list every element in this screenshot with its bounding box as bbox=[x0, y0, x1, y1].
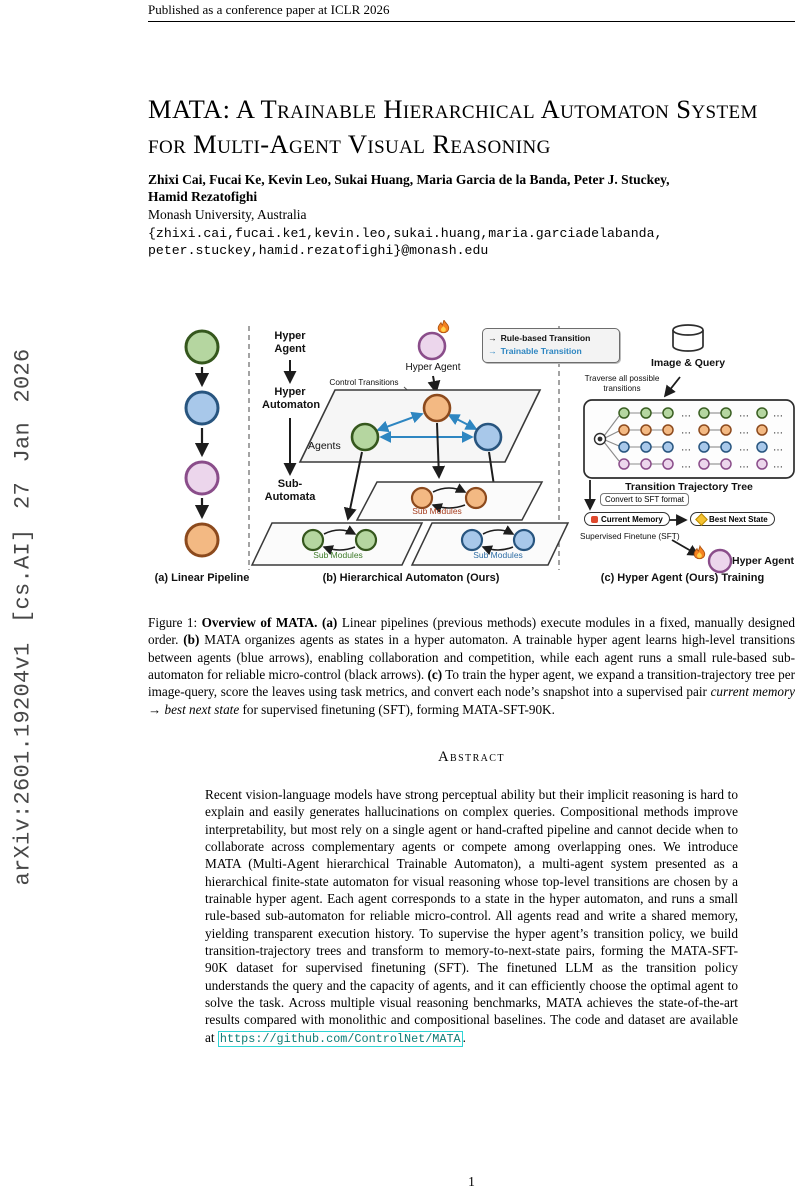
svg-text:…: … bbox=[739, 442, 749, 454]
caption-arrow: → bbox=[148, 701, 165, 717]
trainable-arrow-icon: → bbox=[488, 346, 497, 357]
caption-prefix: Figure 1: bbox=[148, 615, 202, 631]
conference-header-text: Published as a conference paper at ICLR 2026 bbox=[148, 2, 390, 17]
svg-text:…: … bbox=[681, 442, 691, 454]
traverse-label: Traverse all possible transitions bbox=[584, 374, 660, 394]
page-number: 1 bbox=[468, 1174, 475, 1189]
author-block bbox=[148, 171, 795, 259]
caption-c-tag: (c) bbox=[424, 667, 443, 683]
hierarchy-label-sub-automata: Sub-Automata bbox=[264, 478, 316, 503]
conference-header bbox=[148, 2, 795, 22]
sft-label: Supervised Finetune (SFT) bbox=[580, 531, 680, 541]
image-query-label: Image & Query bbox=[650, 357, 726, 369]
github-link[interactable]: https://github.com/ControlNet/MATA bbox=[219, 1031, 461, 1046]
caption-overview: Overview of MATA. bbox=[201, 615, 318, 631]
hyper-agent-label: Hyper Agent bbox=[405, 362, 461, 373]
pipeline-state-green bbox=[186, 331, 218, 363]
svg-text:…: … bbox=[739, 459, 749, 471]
submodule-green-1 bbox=[303, 530, 323, 550]
best-next-state-label: Best Next State bbox=[709, 514, 768, 524]
hierarchy-label-hyper-automaton: Hyper Automaton bbox=[262, 386, 321, 411]
trained-hyper-agent-circle bbox=[709, 550, 731, 572]
caption-a-tag: (a) bbox=[317, 615, 338, 631]
control-transitions-label: Control Transitions bbox=[329, 377, 399, 387]
current-memory-box bbox=[584, 512, 670, 526]
tree-root-core bbox=[598, 437, 603, 442]
submodule-orange-1 bbox=[412, 488, 432, 508]
pipeline-state-orange bbox=[186, 524, 218, 556]
pipeline-state-purple bbox=[186, 462, 218, 494]
trajectory-tree-box bbox=[584, 400, 794, 478]
arxiv-stamp: arXiv:2601.19204v1 [cs.AI] 27 Jan 2026 bbox=[10, 348, 36, 886]
caption-italic-best-next-state: best next state bbox=[164, 701, 240, 717]
figure-caption bbox=[148, 614, 795, 718]
svg-text:…: … bbox=[773, 459, 783, 471]
hyper-agent-circle bbox=[419, 333, 445, 359]
pipeline-state-blue bbox=[186, 392, 218, 424]
convert-sft-box: Convert to SFT format bbox=[600, 493, 689, 506]
submodule-blue-2 bbox=[514, 530, 534, 550]
submodule-orange-2 bbox=[466, 488, 486, 508]
memory-icon bbox=[591, 516, 598, 523]
legend-rule-based-label: Rule-based Transition bbox=[500, 333, 591, 343]
flame-icon bbox=[694, 546, 705, 559]
sub-modules-blue-label: Sub Modules bbox=[473, 550, 523, 560]
hyper-agent-node bbox=[404, 320, 449, 400]
sub-modules-green-label: Sub Modules bbox=[313, 550, 363, 560]
svg-text:…: … bbox=[773, 408, 783, 420]
email-line2: peter.stuckey,hamid.rezatofighi}@monash.edu bbox=[148, 243, 489, 258]
abstract-heading: Abstract bbox=[438, 749, 505, 765]
current-memory-label: Current Memory bbox=[601, 514, 663, 524]
database-icon bbox=[673, 325, 703, 351]
author-emails bbox=[148, 225, 795, 259]
caption-italic-current-memory: current memory bbox=[710, 684, 796, 700]
abstract-paragraph: Recent vision-language models have strong perceptual ability but their implicit reasoning is hard to explain and easily generates hallucinations on complex queries. Compositional methods improve interpretability, but most rely on a single agent or hand-crafted pipeline and cannot decide when to collaborate across complementary agents or compete among overlapping ones. We introduce MATA (Multi-Agent hierarchical Trainable Automaton), a multi-agent system presented as a hierarchical finite-state automaton for visual reasoning whose top-level transitions are chosen by a trainable hyper agent. Each agent corresponds to a state in the hyper automaton, and runs a small rule-based sub-automaton for reliable micro-control. All agents read and write a shared memory, yielding transparent execution history. To supervise the hyper agent’s transition policy, we build transition-trajectory trees and transform to memory-to-next-state pairs, forming the MATA-SFT-90K dataset for supervised finetuning (SFT). The finetuned LLM as the transition policy understands the query and the capacity of agents, and it can efficiently choose the optimal agent to solve the task. Across multiple visual reasoning benchmarks, MATA achieves the state-of-the-art results compared with monolithic and compositional baselines. The code and dataset are available at bbox=[205, 787, 738, 1045]
flame-icon bbox=[438, 320, 449, 333]
legend-rule-based-row bbox=[488, 332, 614, 345]
svg-text:…: … bbox=[739, 408, 749, 420]
best-next-state-box bbox=[690, 512, 775, 526]
figure-1 bbox=[150, 320, 795, 592]
panel-b-caption: (b) Hierarchical Automaton (Ours) bbox=[322, 572, 500, 584]
agent-state-blue bbox=[475, 424, 501, 450]
hierarchy-label-hyper-agent: Hyper Agent bbox=[274, 330, 306, 355]
sub-modules-orange-label: Sub Modules bbox=[412, 506, 462, 516]
trajectory-tree-label: Transition Trajectory Tree bbox=[625, 481, 753, 493]
svg-text:…: … bbox=[773, 425, 783, 437]
transition-legend bbox=[482, 328, 620, 363]
caption-c-text-1: To train the hyper agent, we expand a transition-trajectory tree per image-query, score the leaves using task metrics, and convert each node’s snapshot into a supervised pair bbox=[148, 667, 795, 700]
trained-hyper-agent bbox=[694, 546, 731, 572]
rule-based-arrow-icon: → bbox=[488, 333, 497, 343]
paper-title: MATA: A Trainable Hierarchical Automaton System for Multi-Agent Visual Reasoning bbox=[148, 93, 758, 159]
agents-label: Agents bbox=[308, 440, 341, 452]
panel-a-caption: (a) Linear Pipeline bbox=[154, 572, 250, 584]
panel-c-caption: (c) Hyper Agent (Ours) Training bbox=[600, 572, 765, 584]
panel-a-linear-pipeline bbox=[186, 331, 218, 556]
caption-c-text-2: for supervised finetuning (SFT), forming MATA-SFT-90K. bbox=[239, 701, 555, 717]
svg-text:…: … bbox=[681, 408, 691, 420]
abstract-text bbox=[205, 786, 738, 1048]
svg-text:…: … bbox=[739, 425, 749, 437]
author-names-line2: Hamid Rezatofighi bbox=[148, 189, 258, 204]
caption-b-text: MATA organizes agents as states in a hyper automaton. A trainable hyper agent learns high-level transitions between agents (blue arrows), enabling collaboration and competition, while each agent runs a small rule-based sub-automaton for reliable micro-control (black arrows). bbox=[148, 632, 796, 683]
svg-text:…: … bbox=[773, 442, 783, 454]
caption-b-tag: (b) bbox=[178, 632, 200, 648]
submodule-green-2 bbox=[356, 530, 376, 550]
trained-hyper-agent-label: Hyper Agent bbox=[732, 555, 795, 567]
caption-a-text: Linear pipelines (previous methods) execute modules in a fixed, manually designed order. bbox=[148, 615, 795, 648]
legend-trainable-row bbox=[488, 345, 614, 358]
author-names-line1: Zhixi Cai, Fucai Ke, Kevin Leo, Sukai Huang, Maria Garcia de la Banda, Peter J. Stuckey, bbox=[148, 172, 670, 187]
svg-text:…: … bbox=[681, 459, 691, 471]
abstract-period: . bbox=[462, 1029, 466, 1045]
affiliation: Monash University, Australia bbox=[148, 207, 307, 222]
legend-trainable-label: Trainable Transition bbox=[500, 346, 582, 357]
agent-state-orange bbox=[424, 395, 450, 421]
best-state-icon bbox=[695, 513, 708, 526]
email-line1: {zhixi.cai,fucai.ke1,kevin.leo,sukai.huang,maria.garciadelabanda, bbox=[148, 226, 663, 241]
svg-text:…: … bbox=[681, 425, 691, 437]
submodule-blue-1 bbox=[462, 530, 482, 550]
